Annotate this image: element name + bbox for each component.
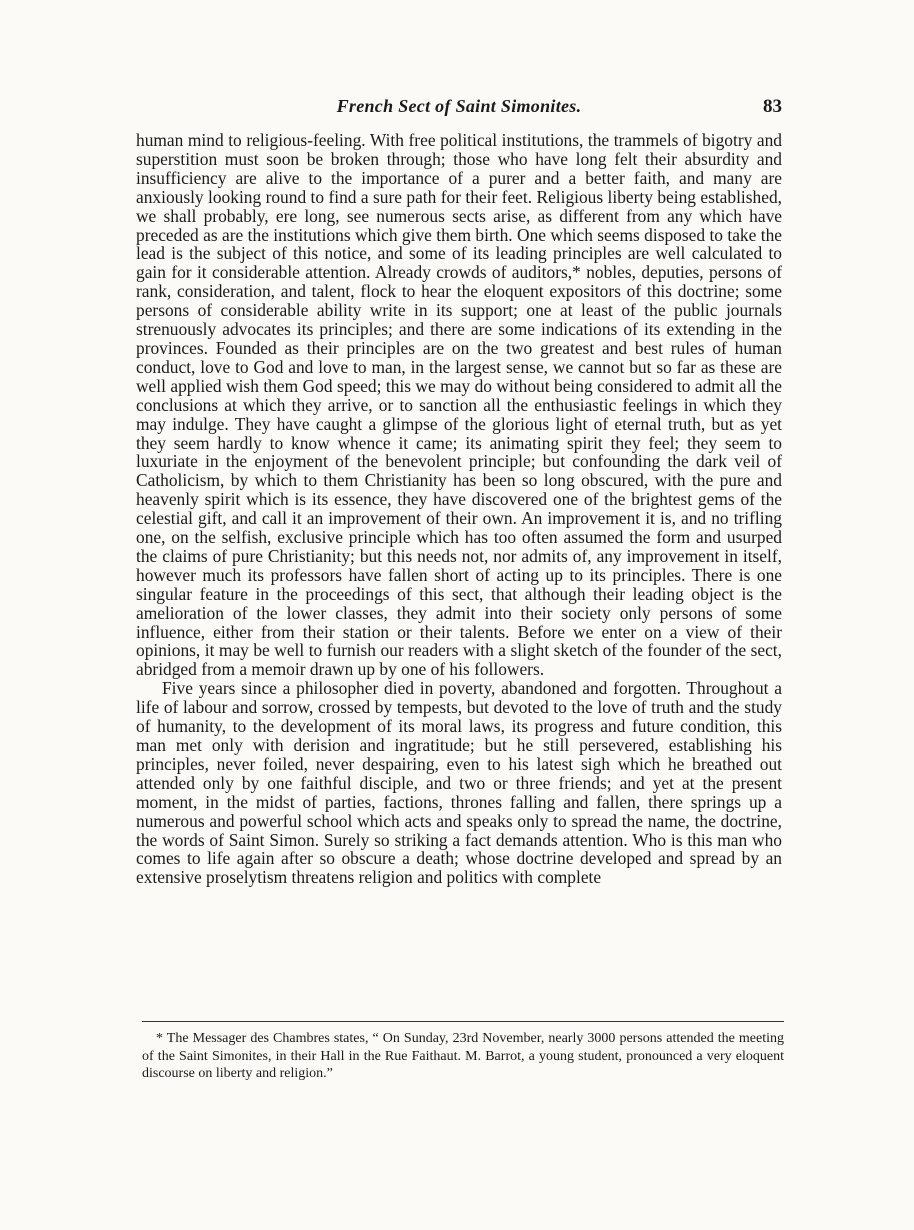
- body-text: [136, 131, 782, 887]
- page-number: 83: [763, 96, 782, 117]
- running-head: French Sect of Saint Simonites.: [336, 96, 582, 116]
- paragraph-1: human mind to religious-feeling. With free political institutions, the trammels of bigotry and superstition must soon be broken through; those who have long felt their absurdity and insufficiency are alive to the importance of a purer and a better faith, and many are anxiously looking round to find a sure path for their feet. Religious liberty being established, we shall probably, ere long, see numerous sects arise, as different from any which have preceded as are the institutions which give them birth. One which seems disposed to take the lead is the subject of this notice, and some of its leading principles are well calculated to gain for it considerable attention. Already crowds of auditors,* nobles, deputies, persons of rank, consideration, and talent, flock to hear the eloquent expositors of this doctrine; some persons of considerable ability write in its support; one at least of the public journals strenuously advocates its principles; and there are some indications of its extending in the provinces. Founded as their principles are on the two greatest and best rules of human conduct, love to God and love to man, in the largest sense, we cannot but so far as these are well applied wish them God speed; this we may do without being considered to admit all the conclusions at which they arrive, or to sanction all the enthusiastic feelings in which they may indulge. They have caught a glimpse of the glorious light of eternal truth, but as yet they seem hardly to know whence it came; its animating spirit they feel; they seem to luxuriate in the enjoyment of the benevolent principle; but confounding the dark veil of Catholicism, by which to them Christianity has been so long obscured, with the pure and heavenly spirit which is its essence, they have discovered one of the brightest gems of the celestial gift, and call it an improvement of their own. An improvement it is, and no trifling one, on the selfish, exclusive principle which has too often assumed the form and usurped the claims of pure Christianity; but this needs not, nor admits of, any improvement in itself, however much its professors have fallen short of acting up to its principles. There is one singular feature in the proceedings of this sect, that although their leading object is the amelioration of the lower classes, they admit into their society only persons of some influence, either from their station or their talents. Before we enter on a view of their opinions, it may be well to furnish our readers with a slight sketch of the founder of the sect, abridged from a memoir drawn up by one of his followers.: [136, 130, 782, 680]
- page-header: [136, 96, 782, 124]
- footnote: * The Messager des Chambres states, “ On Sunday, 23rd November, nearly 3000 persons attended the meeting of the Saint Simonites, in their Hall in the Rue Faithaut. M. Barrot, a young student, pronounced a very eloquent discourse on liberty and religion.”: [142, 1031, 784, 1081]
- paragraph-2: Five years since a philosopher died in poverty, abandoned and forgotten. Throughout a life of labour and sorrow, crossed by tempests, but devoted to the love of truth and the study of humanity, to the development of its moral laws, its progress and future condition, this man met only with derision and ingratitude; but he still persevered, establishing his principles, never foiled, never despairing, even to his latest sigh which he breathed out attended only by one faithful disciple, and two or three friends; and yet at the present moment, in the midst of parties, factions, thrones falling and fallen, there springs up a numerous and powerful school which acts and speaks only to spread the name, the doctrine, the words of Saint Simon. Surely so striking a fact demands attention. Who is this man who comes to life again after so obscure a death; whose doctrine developed and spread by an extensive proselytism threatens religion and politics with complete: [136, 678, 782, 888]
- footnote-divider: [142, 1021, 784, 1022]
